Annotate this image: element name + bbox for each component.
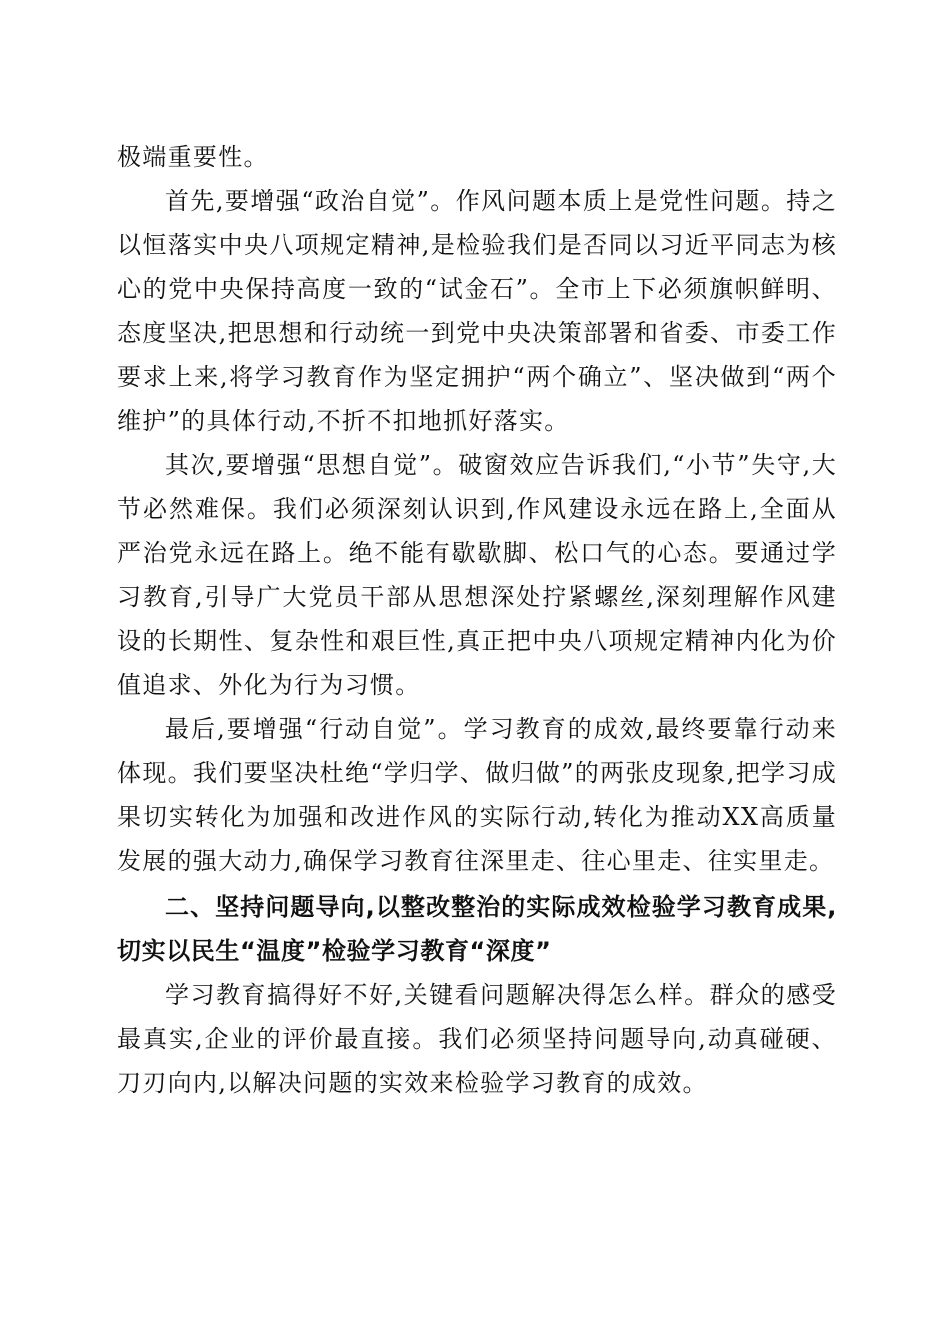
document-body [117, 135, 837, 1105]
paragraph-problem-oriented: 学习教育搞得好不好,关键看问题解决得怎么样。群众的感受最真实,企业的评价最直接。我们必须坚持问题导向,动真碰硬、刀刃向内,以解决问题的实效来检验学习教育的成效。 [117, 981, 837, 1097]
paragraph-ideological-awareness: 其次,要增强“思想自觉”。破窗效应告诉我们,“小节”失守,大节必然难保。我们必须深刻认识到,作风建设永远在路上,全面从严治党永远在路上。绝不能有歇歇脚、松口气的心态。要通过学习教育,引导广大党员干部从思想深处拧紧螺丝,深刻理解作风建设的长期性、复杂性和艰巨性,真正把中央八项规定精神内化为价值追求、外化为行为习惯。 [117, 451, 837, 699]
paragraph-continuation: 极端重要性。 [117, 143, 269, 171]
section-heading-two: 二、坚持问题导向,以整改整治的实际成效检验学习教育成果,切实以民生“温度”检验学习教育“深度” [117, 893, 837, 965]
paragraph-political-awareness: 首先,要增强“政治自觉”。作风问题本质上是党性问题。持之以恒落实中央八项规定精神,是检验我们是否同以习近平同志为核心的党中央保持高度一致的“试金石”。全市上下必须旗帜鲜明、态度坚决,把思想和行动统一到党中央决策部署和省委、市委工作要求上来,将学习教育作为坚定拥护“两个确立”、坚决做到“两个维护”的具体行动,不折不扣地抓好落实。 [117, 187, 837, 435]
paragraph-action-awareness: 最后,要增强“行动自觉”。学习教育的成效,最终要靠行动来体现。我们要坚决杜绝“学归学、做归做”的两张皮现象,把学习成果切实转化为加强和改进作风的实际行动,转化为推动XX高质量发展的强大动力,确保学习教育往深里走、往心里走、往实里走。 [117, 715, 837, 875]
